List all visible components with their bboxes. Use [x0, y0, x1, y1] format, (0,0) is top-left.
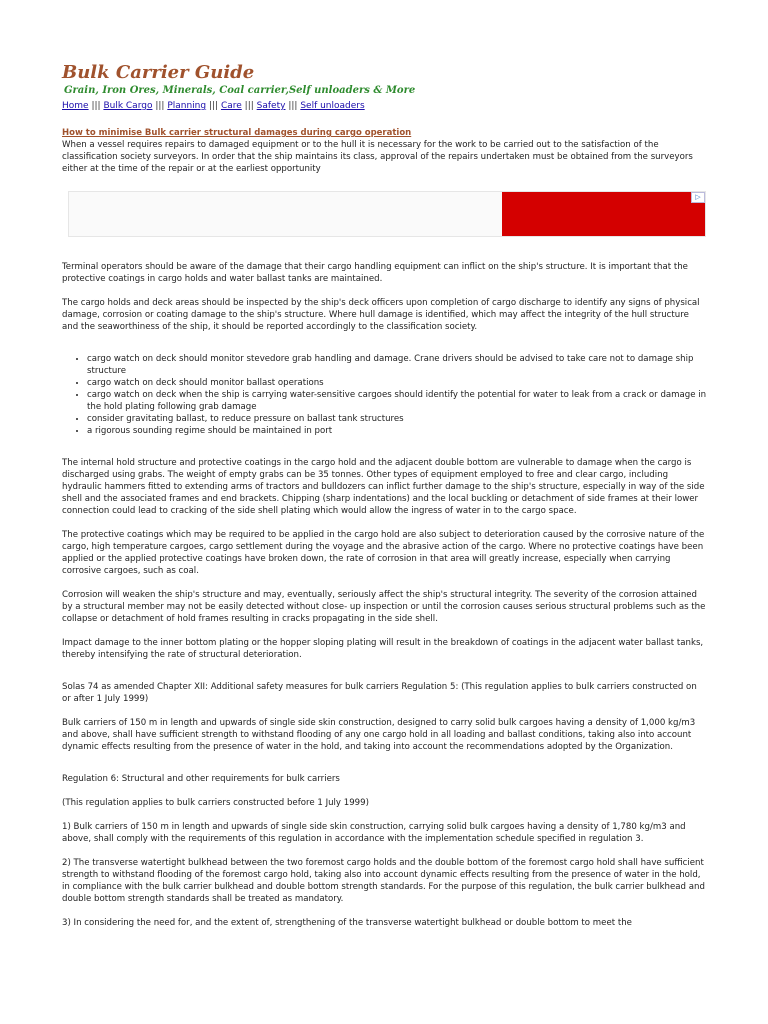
paragraph-impact-damage: Impact damage to the inner bottom plating or the hopper sloping plating will result in the breakdown of coatings in the adjacent water ballast tanks, thereby intensifying the rate of structural deterioration. — [62, 638, 704, 660]
nav-separator: ||| — [155, 101, 165, 111]
regulation-5-text: Bulk carriers of 150 m in length and upwards of single side skin construction, designed to carry solid bulk cargoes having a density of 1,000 kg/m3 and above, shall have sufficient strength to withstand flooding of any one cargo hold in all loading and ballast conditions, taking also into account dynamic effects resulting from the presence of water in the hold, and taking into account the recommendations adopted by the Organization. — [62, 718, 696, 752]
nav-link-self-unloaders[interactable]: Self unloaders — [300, 101, 365, 111]
nav-link-home[interactable]: Home — [62, 101, 89, 111]
list-item: • consider gravitating ballast, to reduce pressure on ballast tank structures — [87, 413, 707, 425]
nav-link-bulk-cargo[interactable]: Bulk Cargo — [103, 101, 153, 111]
nav-bar — [62, 99, 707, 113]
nav-separator: ||| — [91, 101, 101, 111]
regulation-6-item-1: 1) Bulk carriers of 150 m in length and upwards of single side skin construction, carrying solid bulk cargoes having a density of 1,780 kg/m3 and above, shall comply with the requirements of this regulation in accordance with the implementation schedule specified in regulation 3. — [62, 822, 686, 844]
bullet-list — [62, 353, 707, 437]
list-item: • a rigorous sounding regime should be maintained in port — [87, 425, 707, 437]
regulation-6-item-2: 2) The transverse watertight bulkhead between the two foremost cargo holds and the double bottom of the foremost cargo hold shall have sufficient strength to withstand flooding of the foremost cargo hold, taking also into account dynamic effects resulting from the presence of water in the hold, in compliance with the bulk carrier bulkhead and double bottom strength standards. For the purpose of this regulation, the bulk carrier bulkhead and double bottom strength standards shall be treated as mandatory. — [62, 858, 705, 904]
nav-separator: ||| — [208, 101, 219, 111]
regulation-6-applies: (This regulation applies to bulk carriers constructed before 1 July 1999) — [62, 798, 369, 808]
nav-separator: ||| — [288, 101, 298, 111]
list-item: • cargo watch on deck should monitor stevedore grab handling and damage. Crane drivers should be advised to take care not to damage ship structure — [87, 353, 707, 377]
nav-separator: ||| — [244, 101, 254, 111]
ad-image[interactable] — [502, 192, 705, 236]
nav-link-safety[interactable]: Safety — [256, 101, 286, 111]
paragraph-corrosion: Corrosion will weaken the ship's structure and may, eventually, seriously affect the ship's structural integrity. The severity of the corrosion attained by a structural member may not be easily detected without close- up inspection or until the corrosion causes serious structural problems such as the collapse or detachment of hold frames resulting in cracks propagating in the side shell. — [62, 590, 706, 624]
list-item: • cargo watch on deck should monitor ballast operations — [87, 377, 707, 389]
regulation-6-item-3: 3) In considering the need for, and the extent of, strengthening of the transverse watertight bulkhead or double bottom to meet the — [62, 918, 632, 928]
ad-banner[interactable] — [68, 191, 706, 237]
paragraph-grab-damage: The internal hold structure and protective coatings in the cargo hold and the adjacent double bottom are vulnerable to damage when the cargo is discharged using grabs. The weight of empty grabs can be 35 tonnes. Other types of equipment employed to free and clear cargo, including hydraulic hammers fitted to extending arms of tractors and bulldozers can inflict further damage to the ship's structure, especially in way of the side shell and the associated frames and end brackets. Chipping (sharp indentations) and the local buckling or detachment of side frames at their lower connection could lead to cracking of the side shell plating which would allow the ingress of water in to the cargo space. — [62, 458, 705, 516]
nav-link-care[interactable]: Care — [220, 101, 242, 111]
paragraph-terminal-operators: Terminal operators should be aware of the damage that their cargo handling equipment can inflict on the ship's structure. It is important that the protective coatings in cargo holds and water ballast tanks are maintained. — [62, 262, 688, 284]
paragraph-coatings: The protective coatings which may be required to be applied in the cargo hold are also subject to deterioration caused by the corrosive nature of the cargo, high temperature cargoes, cargo settlement during the voyage and the abrasive action of the cargo. Where no protective coatings have been applied or the applied protective coatings have broken down, the rate of corrosion in that area will greatly increase, especially when carrying corrosive cargoes, such as coal. — [62, 530, 705, 576]
intro-paragraph: When a vessel requires repairs to damaged equipment or to the hull it is necessary for the work to be carried out to the satisfaction of the classification society surveyors. In order that the ship maintains its class, approval of the repairs undertaken must be obtained from the surveyors either at the time of the repair or at the earliest opportunity — [62, 140, 693, 174]
regulation-6-heading: Regulation 6: Structural and other requirements for bulk carriers — [62, 774, 340, 784]
regulation-5-heading: Solas 74 as amended Chapter XII: Additional safety measures for bulk carriers Regulation 5: (This regulation applies to bulk carriers constructed on or after 1 July 1999) — [62, 682, 697, 704]
nav-link-planning[interactable]: Planning — [167, 101, 207, 111]
paragraph-inspection: The cargo holds and deck areas should be inspected by the ship's deck officers upon completion of cargo discharge to identify any signs of physical damage, corrosion or coating damage to the ship's structure. Where hull damage is identified, which may affect the integrity of the hull structure and the seaworthiness of the ship, it should be reported accordingly to the classification society. — [62, 298, 700, 332]
article-title: How to minimise Bulk carrier structural damages during cargo operation — [62, 128, 412, 138]
site-subtitle: Grain, Iron Ores, Minerals, Coal carrier,Self unloaders & More — [64, 85, 416, 96]
content — [62, 62, 707, 929]
site-title: Bulk Carrier Guide — [62, 62, 255, 83]
ad-choices-icon[interactable]: ▷ — [691, 192, 705, 203]
list-item: • cargo watch on deck when the ship is carrying water-sensitive cargoes should identify the potential for water to leak from a crack or damage in the hold plating following grab damage — [87, 389, 707, 413]
